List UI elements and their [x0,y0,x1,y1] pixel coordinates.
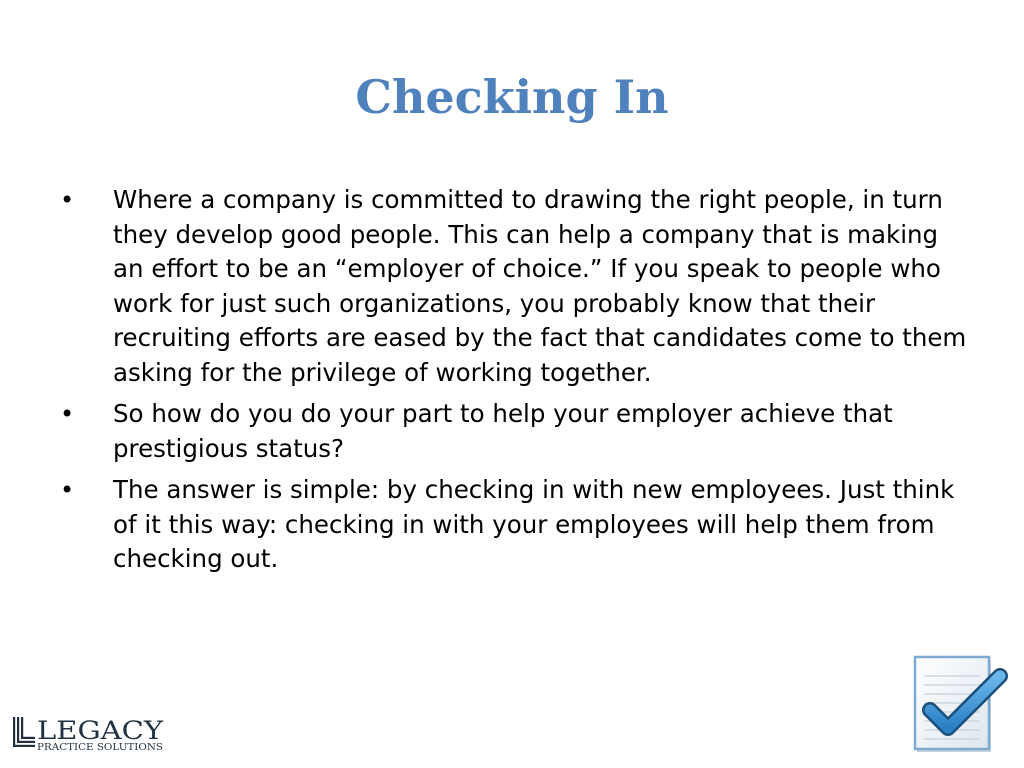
bullet-item [60,473,970,577]
logo-tagline: PRACTICE SOLUTIONS [37,743,163,753]
bullet-text: Where a company is committed to drawing the right people, in turn they develop good people. This can help a company that is making an effort to be an “employer of choice.” If you speak to people who work for just such organizations, you probably know that their recruiting efforts are eased by the fact that candidates come to them asking for the privilege of working together. [113,185,967,387]
bullet-item [60,183,970,390]
logo-mark-icon [13,717,35,747]
bullet-marker: • [60,400,75,428]
logo-name: LEGACY [37,716,164,745]
bullet-list [60,183,970,584]
bullet-marker: • [60,186,75,214]
bullet-marker: • [60,476,75,504]
bullet-item [60,397,970,466]
slide-title: Checking In [355,70,669,124]
bullet-text: So how do you do your part to help your employer achieve that prestigious status? [113,399,893,463]
checklist-icon [908,652,1010,756]
legacy-logo [13,713,173,757]
bullet-text: The answer is simple: by checking in with new employees. Just think of it this way: checking in with your employees will help them from checking out. [113,475,955,573]
